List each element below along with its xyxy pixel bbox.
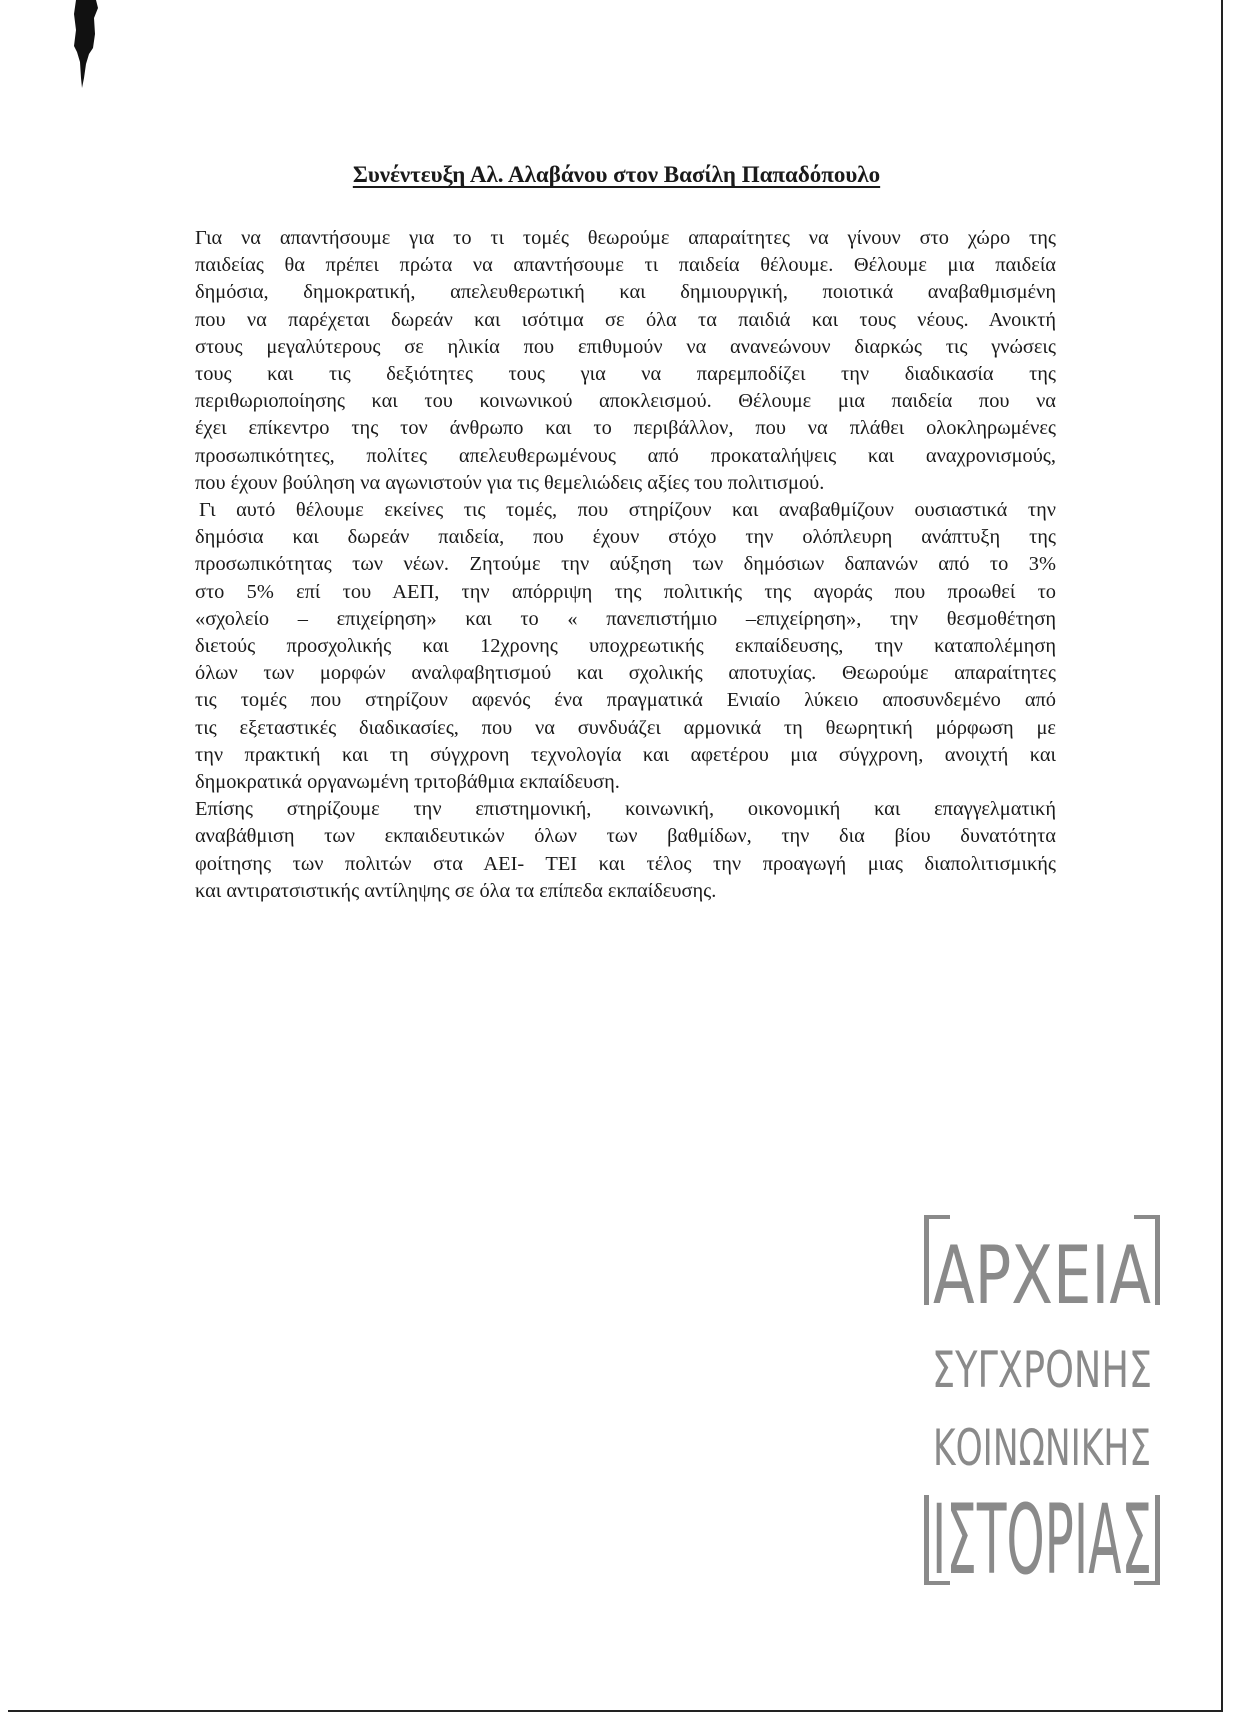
document-title: Συνέντευξη Αλ. Αλαβάνου στον Βασίλη Παπαδόπουλο	[352, 162, 881, 188]
text-line: φοίτησης των πολιτών στα ΑΕΙ- ΤΕΙ και τέλος την προαγωγή μιας διαπολιτισμικής	[195, 852, 1056, 875]
text-line: δημοκρατικά οργανωμένη τριτοβάθμια εκπαίδευση.	[195, 771, 620, 794]
paragraph	[195, 796, 1056, 905]
text-line: «σχολείο – επιχείρηση» και το « πανεπιστήμιο –επιχείρηση», την θεσμοθέτηση	[195, 607, 1056, 630]
text-line: περιθωριοποίησης και του κοινωνικού αποκλεισμού. Θέλουμε μια παιδεία που να	[195, 390, 1056, 413]
paragraph	[195, 497, 1056, 796]
archive-stamp-logo	[922, 1215, 1162, 1596]
text-line: όλων των μορφών αναλφαβητισμού και σχολικής αποτυχίας. Θεωρούμε απαραίτητες	[195, 662, 1056, 685]
text-line: αναβάθμιση των εκπαιδευτικών όλων των βαθμίδων, την δια βίου δυνατότητα	[195, 825, 1056, 848]
text-line: δημόσια και δωρεάν παιδεία, που έχουν στόχο την ολόπλευρη ανάπτυξη της	[195, 526, 1056, 549]
text-line: τους και τις δεξιότητες τους για να παρεμποδίζει την διαδικασία της	[195, 363, 1056, 386]
text-line: προσωπικότητας των νέων. Ζητούμε την αύξηση των δημόσιων δαπανών από το 3%	[195, 553, 1056, 576]
stamp-line-1: ΑΡΧΕΙΑ	[933, 1229, 1152, 1322]
text-line: δημόσια, δημοκρατική, απελευθερωτική και δημιουργική, ποιοτικά αναβαθμισμένη	[195, 281, 1056, 304]
text-line: τις εξεταστικές διαδικασίες, που να συνδυάζει αρμονικά τη θεωρητική μόρφωση με	[195, 716, 1056, 739]
text-line: έχει επίκεντρο της τον άνθρωπο και το περιβάλλον, που να πλάθει ολοκληρωμένες	[195, 417, 1056, 440]
stamp-line-3: ΚΟΙΝΩΝΙΚΗΣ	[933, 1419, 1151, 1477]
paragraph	[195, 225, 1056, 497]
text-line: Γι αυτό θέλουμε εκείνες τις τομές, που στηρίζουν και αναβαθμίζουν ουσιαστικά την	[199, 499, 1056, 522]
text-line: Επίσης στηρίζουμε την επιστημονική, κοινωνική, οικονομική και επαγγελματική	[195, 798, 1056, 821]
document-body	[195, 225, 1056, 905]
text-line: διετούς προσχολικής και 12χρονης υποχρεωτικής εκπαίδευσης, την καταπολέμηση	[195, 635, 1056, 658]
stamp-line-2: ΣΥΓΧΡΟΝΗΣ	[932, 1341, 1152, 1399]
text-line: τις τομές που στηρίζουν αφενός ένα πραγματικά Ενιαίο λύκειο αποσυνδεμένο από	[195, 689, 1056, 712]
text-line: στο 5% επί του ΑΕΠ, την απόρριψη της πολιτικής της αγοράς που προωθεί το	[195, 580, 1056, 603]
text-line: και αντιρατσιστικής αντίληψης σε όλα τα επίπεδα εκπαίδευσης.	[195, 879, 717, 902]
binder-clip-mark	[62, 0, 112, 90]
text-line: παιδείας θα πρέπει πρώτα να απαντήσουμε τι παιδεία θέλουμε. Θέλουμε μια παιδεία	[195, 254, 1056, 277]
stamp-line-4: ΙΣΤΟΡΙΑΣ	[932, 1484, 1152, 1596]
text-line: στους μεγαλύτερους σε ηλικία που επιθυμούν να ανανεώνουν διαρκώς τις γνώσεις	[195, 335, 1056, 358]
text-line: προσωπικότητες, πολίτες απελευθερωμένους από προκαταλήψεις και αναχρονισμούς,	[195, 444, 1056, 467]
text-line: την πρακτική και τη σύγχρονη τεχνολογία και αφετέρου μια σύγχρονη, ανοιχτή και	[195, 743, 1056, 766]
text-line: που έχουν βούληση να αγωνιστούν για τις θεμελιώδεις αξίες του πολιτισμού.	[195, 471, 825, 494]
text-line: που να παρέχεται δωρεάν και ισότιμα σε όλα τα παιδιά και τους νέους. Ανοικτή	[195, 308, 1056, 331]
text-line: Για να απαντήσουμε για το τι τομές θεωρούμε απαραίτητες να γίνουν στο χώρο της	[195, 227, 1056, 249]
